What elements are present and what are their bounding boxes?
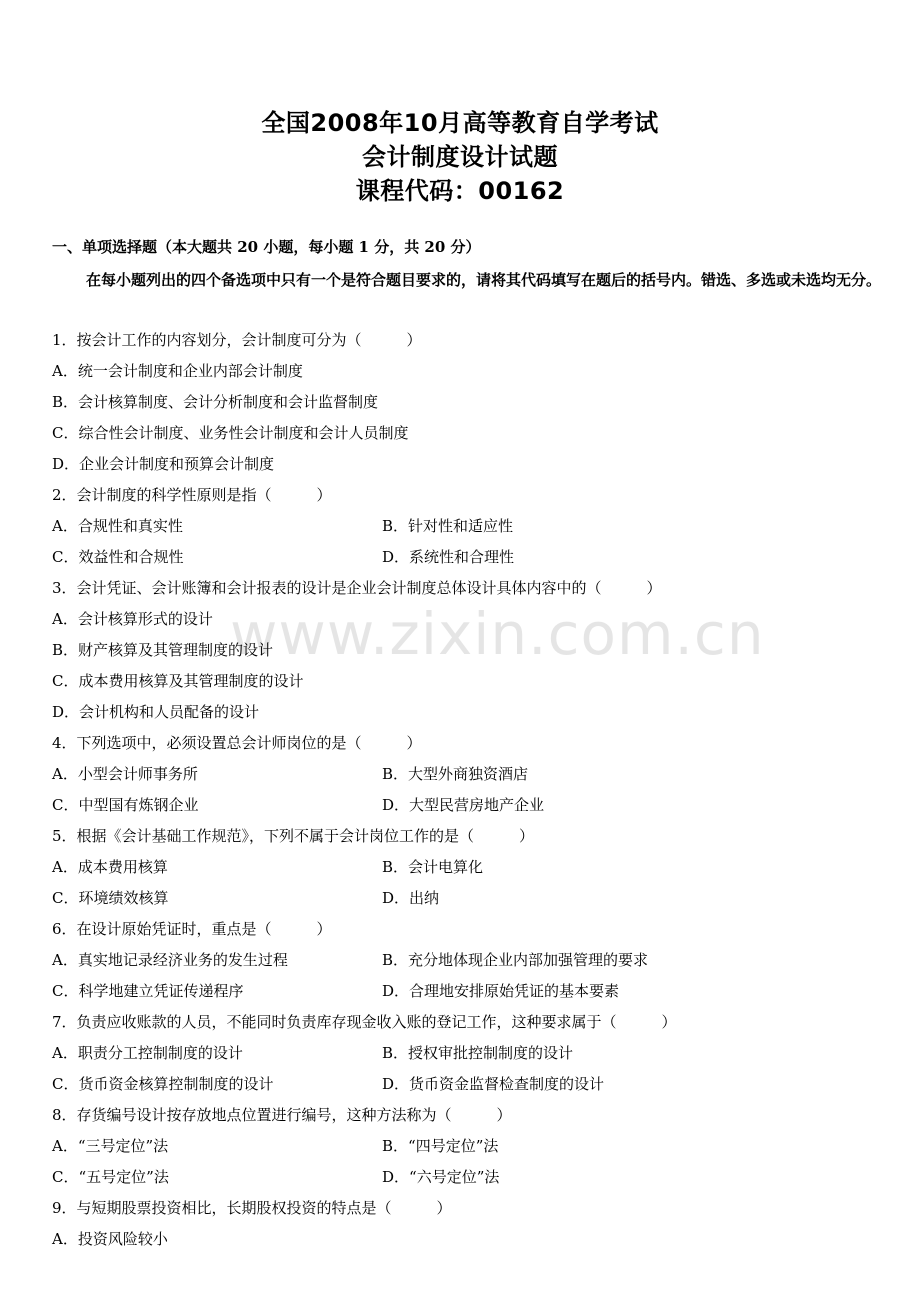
answer-option: A．投资风险较小 — [52, 1230, 168, 1248]
section-instructions: 在每小题列出的四个备选项中只有一个是符合题目要求的，请将其代码填写在题后的括号内。错选、多选或未选均无分。 — [86, 271, 882, 289]
answer-option: B．大型外商独资酒店 — [382, 765, 529, 783]
answer-option-row — [52, 976, 892, 1007]
answer-option-row — [52, 945, 892, 976]
answer-option: A．成本费用核算 — [52, 858, 168, 876]
answer-option: D．合理地安排原始凭证的基本要素 — [382, 982, 620, 1000]
answer-option: C．“五号定位”法 — [52, 1168, 169, 1186]
answer-option: B．针对性和适应性 — [382, 517, 514, 535]
answer-option-row — [52, 511, 892, 542]
answer-option: B．授权审批控制制度的设计 — [382, 1044, 574, 1062]
answer-option-row — [52, 883, 892, 914]
answer-option-row — [52, 542, 892, 573]
answer-option-row — [52, 790, 892, 821]
answer-option: C．中型国有炼钢企业 — [52, 796, 199, 814]
answer-option: D．会计机构和人员配备的设计 — [52, 703, 260, 721]
answer-option: A．会计核算形式的设计 — [52, 610, 213, 628]
answer-option-row — [52, 1131, 892, 1162]
answer-option: C．环境绩效核算 — [52, 889, 169, 907]
question-list — [52, 325, 892, 1255]
course-code: 课程代码：00162 — [355, 177, 565, 205]
question-stem: 8．存货编号设计按存放地点位置进行编号，这种方法称为（ ） — [52, 1106, 512, 1124]
answer-option-row — [52, 1162, 892, 1193]
answer-option: C．综合性会计制度、业务性会计制度和会计人员制度 — [52, 424, 409, 442]
answer-option: B．财产核算及其管理制度的设计 — [52, 641, 274, 659]
question-stem: 4．下列选项中，必须设置总会计师岗位的是（ ） — [52, 734, 422, 752]
answer-option: A．“三号定位”法 — [52, 1137, 169, 1155]
answer-option: C．货币资金核算控制制度的设计 — [52, 1075, 274, 1093]
answer-option: A．合规性和真实性 — [52, 517, 183, 535]
answer-option: D．出纳 — [382, 889, 440, 907]
answer-option-row — [52, 852, 892, 883]
exam-title: 全国2008年10月高等教育自学考试 — [261, 109, 659, 137]
question-stem: 9．与短期股票投资相比，长期股权投资的特点是（ ） — [52, 1199, 452, 1217]
answer-option: B．会计电算化 — [382, 858, 484, 876]
answer-option: D．系统性和合理性 — [382, 548, 515, 566]
answer-option-row — [52, 1038, 892, 1069]
answer-option: A．小型会计师事务所 — [52, 765, 198, 783]
watermark: www.zixin.com.cn — [230, 600, 765, 668]
answer-option: D．货币资金监督检查制度的设计 — [382, 1075, 605, 1093]
answer-option: B．会计核算制度、会计分析制度和会计监督制度 — [52, 393, 379, 411]
answer-option: A．真实地记录经济业务的发生过程 — [52, 951, 288, 969]
question-stem: 3．会计凭证、会计账簿和会计报表的设计是企业会计制度总体设计具体内容中的（ ） — [52, 579, 662, 597]
answer-option-row — [52, 759, 892, 790]
question-stem: 7．负责应收账款的人员，不能同时负责库存现金收入账的登记工作，这种要求属于（ ） — [52, 1013, 677, 1031]
answer-option: B．“四号定位”法 — [382, 1137, 499, 1155]
answer-option: D．“六号定位”法 — [382, 1168, 500, 1186]
section-heading: 一、单项选择题（本大题共 20 小题，每小题 1 分，共 20 分） — [52, 238, 481, 256]
answer-option: D．大型民营房地产企业 — [382, 796, 545, 814]
answer-option-row — [52, 1069, 892, 1100]
question-stem: 6．在设计原始凭证时，重点是（ ） — [52, 920, 332, 938]
answer-option: C．科学地建立凭证传递程序 — [52, 982, 244, 1000]
answer-option: D．企业会计制度和预算会计制度 — [52, 455, 275, 473]
paper-title: 会计制度设计试题 — [362, 143, 558, 171]
answer-option: A．统一会计制度和企业内部会计制度 — [52, 362, 303, 380]
answer-option: C．效益性和合规性 — [52, 548, 184, 566]
question-stem: 5．根据《会计基础工作规范》，下列不属于会计岗位工作的是（ ） — [52, 827, 535, 845]
answer-option: A．职责分工控制制度的设计 — [52, 1044, 243, 1062]
answer-option: C．成本费用核算及其管理制度的设计 — [52, 672, 304, 690]
title-block — [0, 106, 920, 208]
answer-option: B．充分地体现企业内部加强管理的要求 — [382, 951, 649, 969]
question-stem: 2．会计制度的科学性原则是指（ ） — [52, 486, 332, 504]
question-stem: 1．按会计工作的内容划分，会计制度可分为（ ） — [52, 331, 422, 349]
